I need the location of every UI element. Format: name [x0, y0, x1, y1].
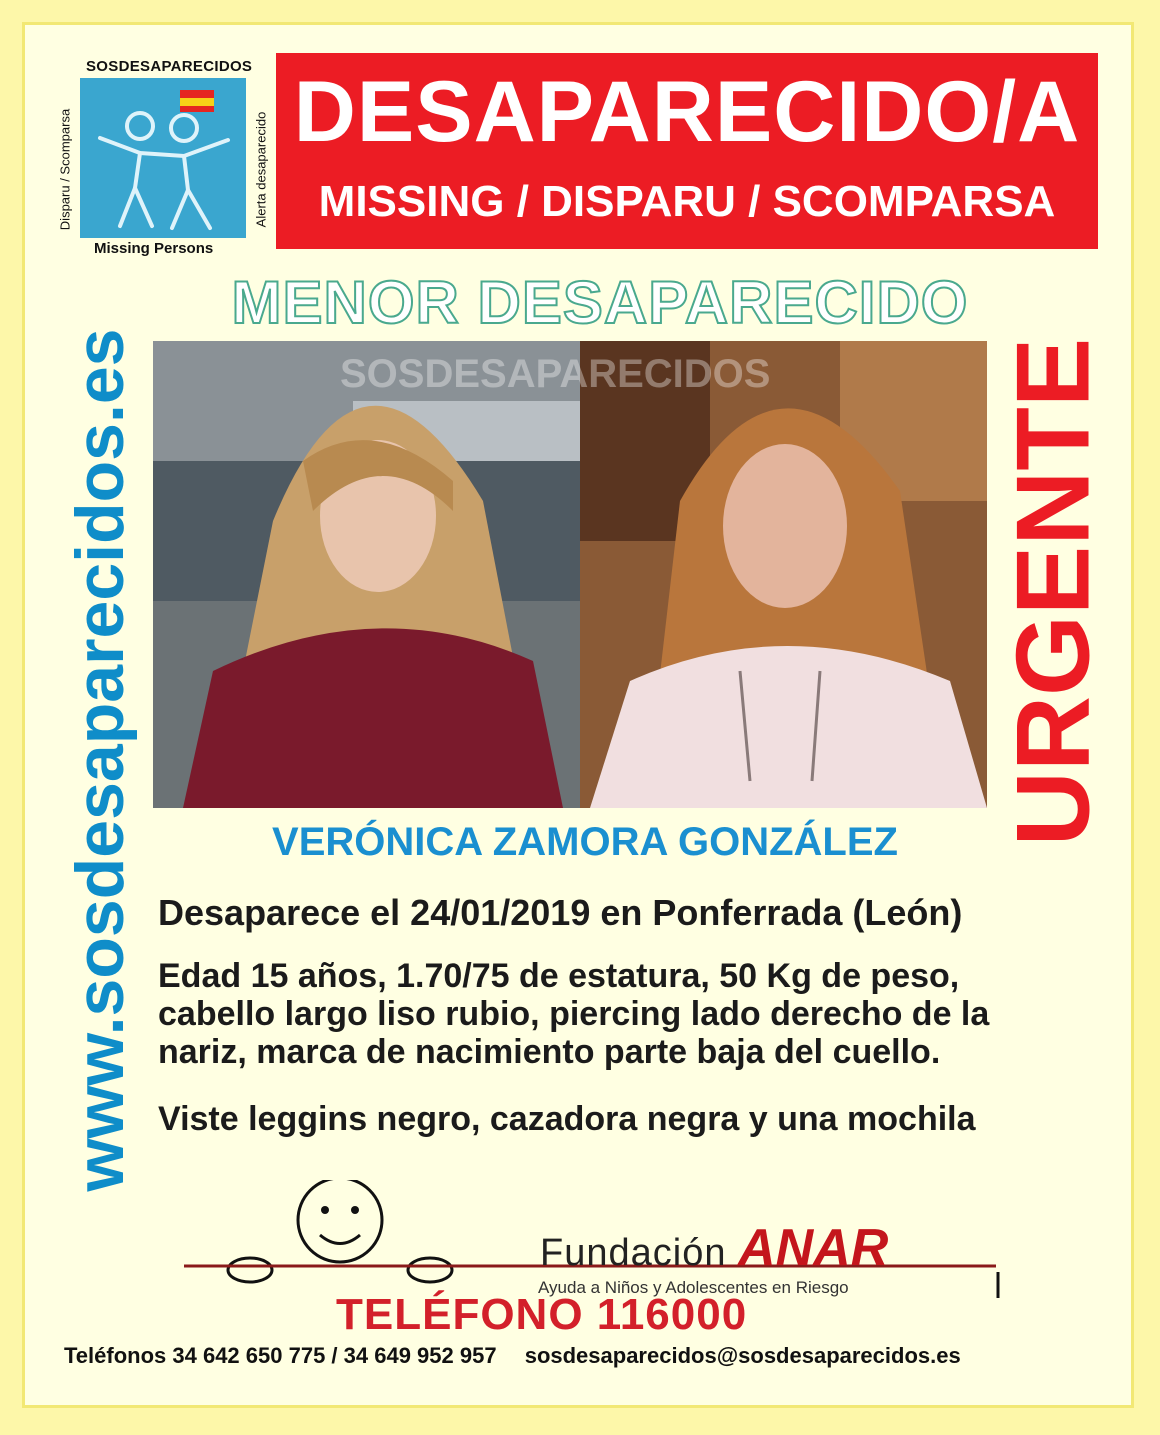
logo-right-label: Alerta desaparecido — [253, 111, 269, 228]
clothing-info: Viste leggins negro, cazadora negra y una mochila — [158, 1100, 976, 1138]
anar-tagline: Ayuda a Niños y Adolescentes en Riesgo — [538, 1278, 849, 1297]
contact-line — [64, 1343, 961, 1369]
helpline-phone: TELÉFONO 116000 — [336, 1290, 748, 1339]
photo-right — [580, 341, 987, 808]
description-line: cabello largo liso rubio, piercing lado derecho de la — [158, 995, 990, 1033]
banner-subtitle: MISSING / DISPARU / SCOMPARSA — [318, 177, 1056, 226]
fundacion-text: Fundación — [540, 1232, 727, 1274]
missing-persons-logo-icon — [80, 78, 246, 238]
anar-foundation-label — [540, 1218, 888, 1278]
description-line: Edad 15 años, 1.70/75 de estatura, 50 Kg de peso, — [158, 957, 960, 995]
banner-title: DESAPARECIDO/A — [293, 64, 1081, 160]
missing-banner — [276, 53, 1098, 249]
logo-bottom-label: Missing Persons — [94, 240, 214, 257]
logo-top-label: SOSDESAPARECIDOS — [86, 58, 253, 75]
urgent-text: URGENTE — [995, 337, 1112, 847]
anar-brand: ANAR — [738, 1219, 889, 1277]
contact-phones: Teléfonos 34 642 650 775 / 34 649 952 957 — [64, 1343, 497, 1368]
side-url-text: www.sosdesaparecidos.es — [62, 328, 138, 1192]
photo-left — [153, 341, 580, 808]
description — [158, 957, 1108, 1071]
description-line: nariz, marca de nacimiento parte baja del cuello. — [158, 1033, 941, 1071]
person-name: VERÓNICA ZAMORA GONZÁLEZ — [272, 820, 898, 864]
photo-watermark: SOSDESAPARECIDOS — [340, 352, 771, 396]
disappearance-info: Desaparece el 24/01/2019 en Ponferrada (León) — [158, 892, 963, 933]
sosdesaparecidos-logo — [56, 52, 272, 262]
category-heading: MENOR DESAPARECIDO — [231, 269, 969, 336]
logo-left-label: Disparu / Scomparsa — [57, 108, 73, 231]
contact-email: sosdesaparecidos@sosdesaparecidos.es — [524, 1343, 961, 1368]
